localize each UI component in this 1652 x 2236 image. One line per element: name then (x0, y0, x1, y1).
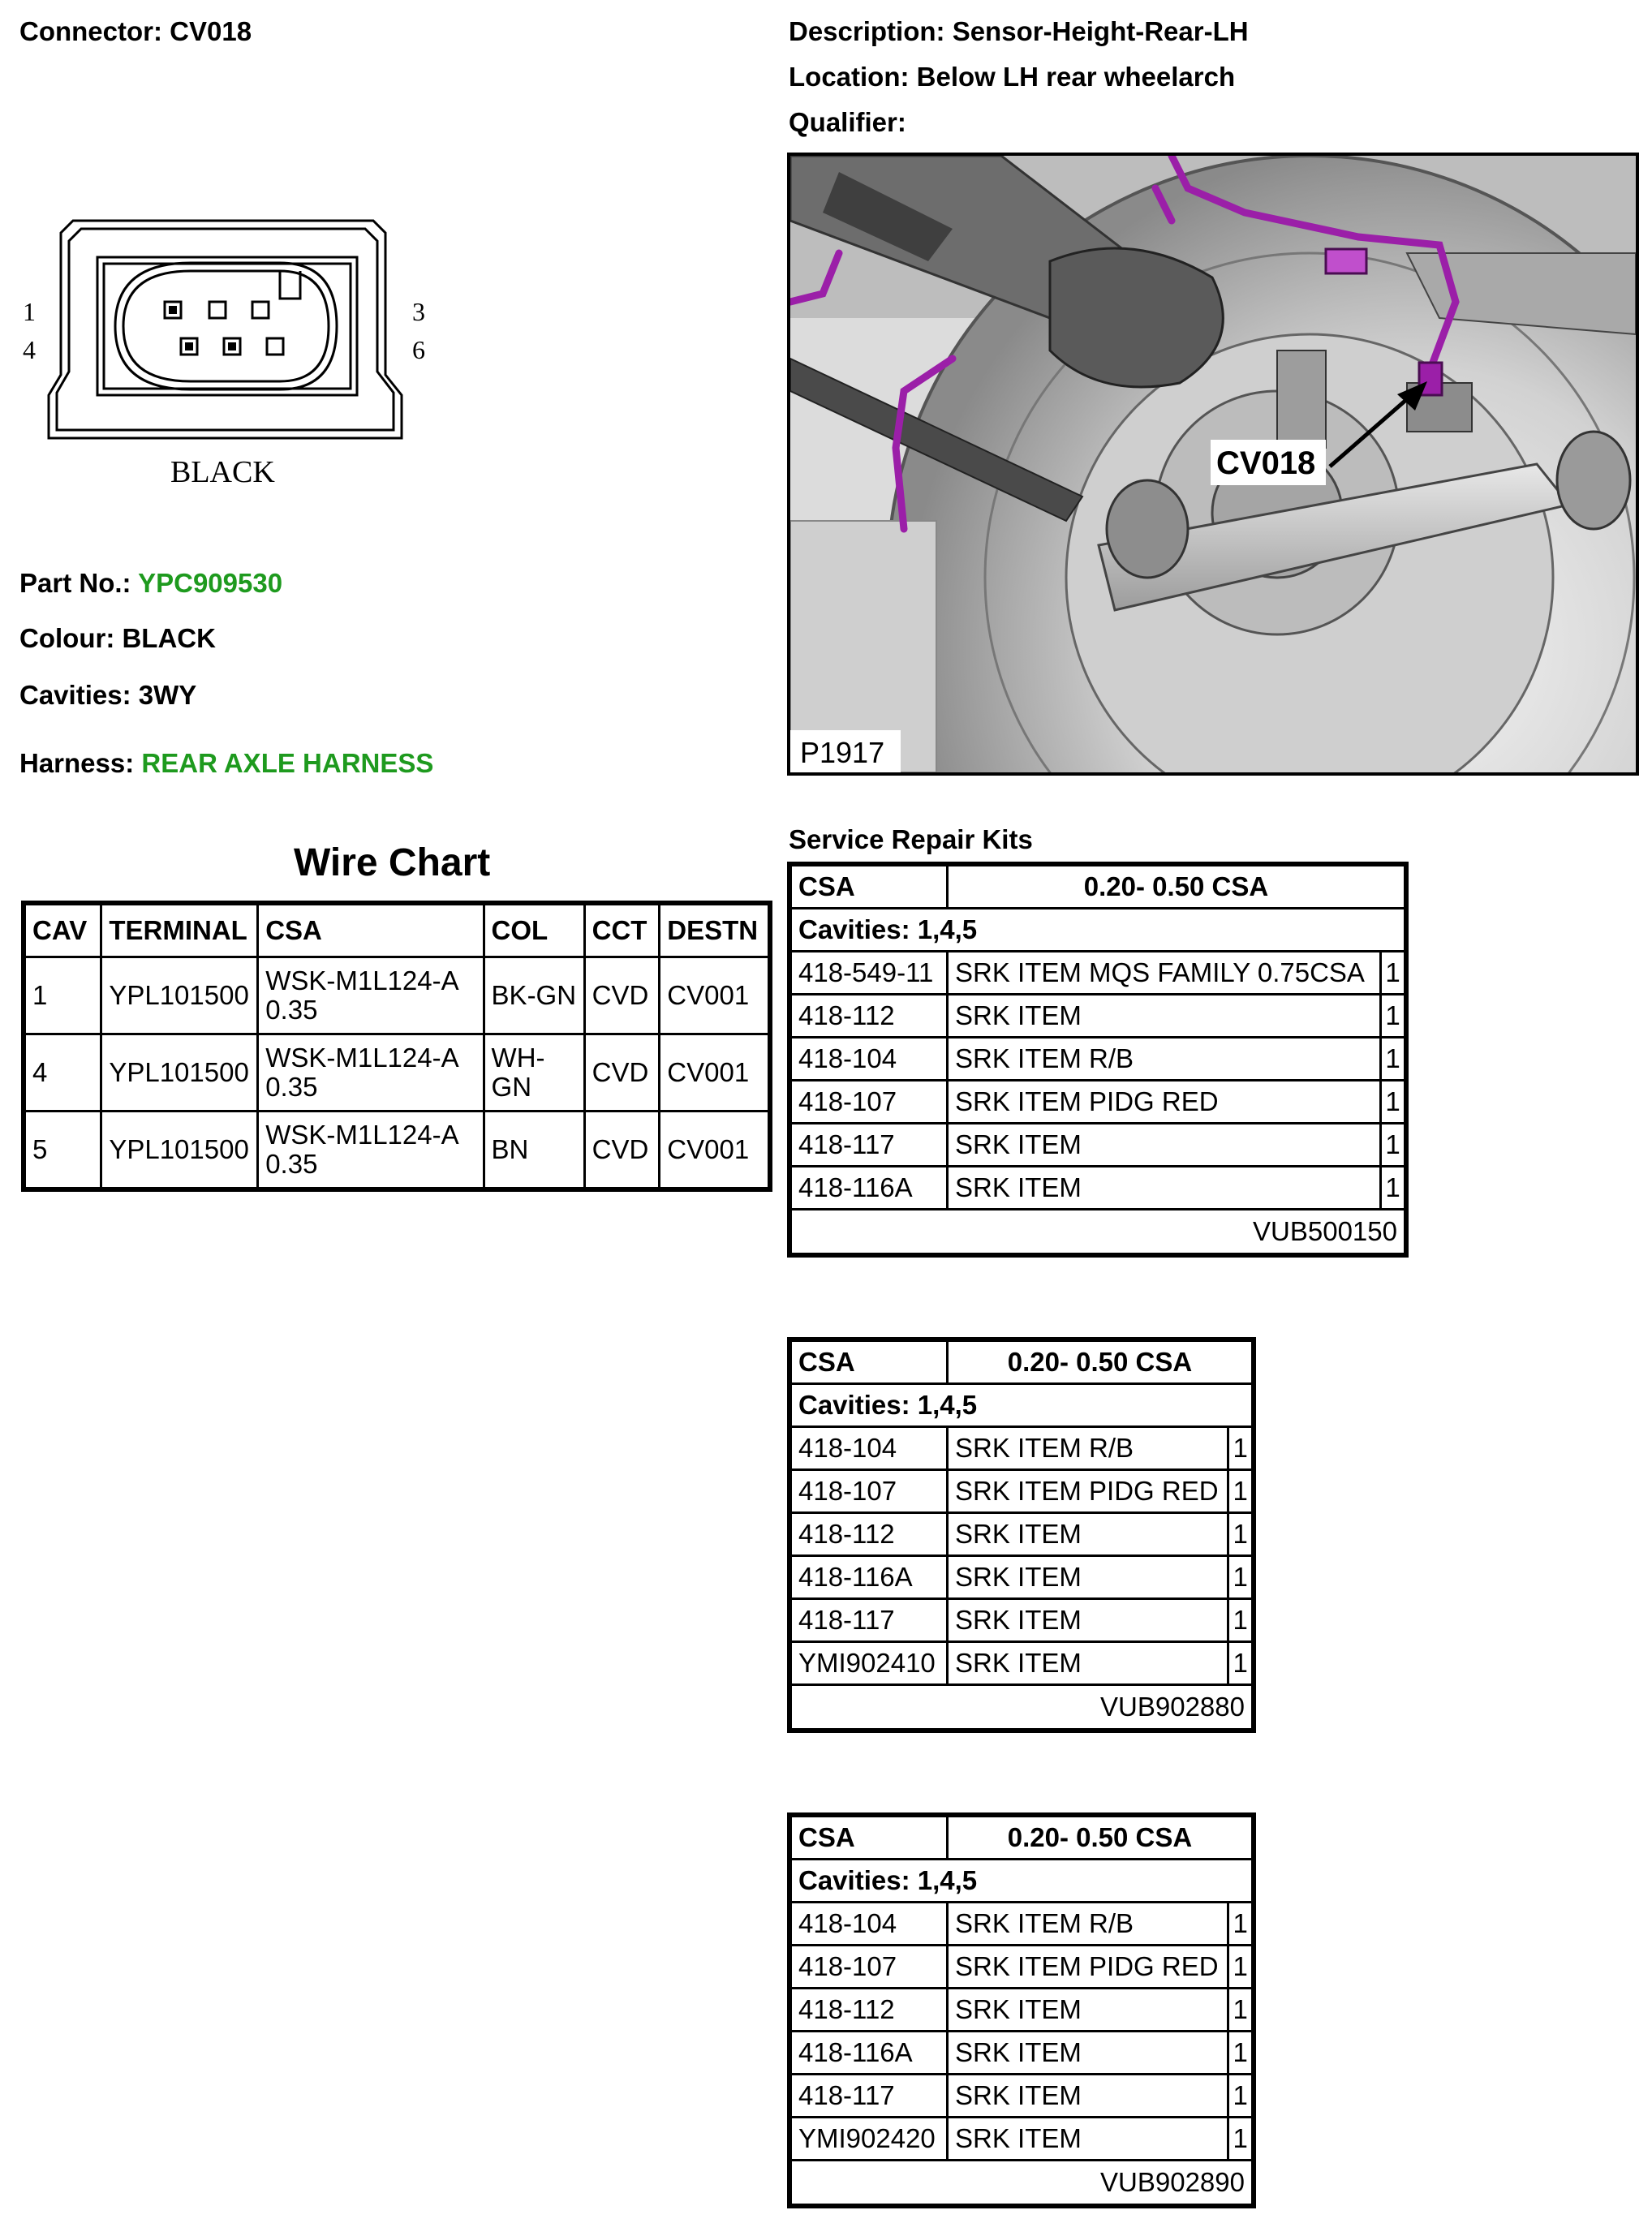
connector-color-label: BLACK (170, 455, 275, 489)
header-csa: CSA (258, 903, 484, 957)
destn-cell: CV001 (660, 957, 770, 1034)
kit-item-name: SRK ITEM (948, 1513, 1228, 1556)
destn-cell: CV001 (660, 1034, 770, 1112)
harness (19, 748, 433, 779)
csa-cell (258, 957, 484, 1034)
kit-item-name: SRK ITEM PIDG RED (948, 1470, 1228, 1513)
photo-callout-label: CV018 (1216, 445, 1316, 481)
colour-label: Colour: BLACK (19, 623, 216, 653)
kit-item-code: 418-117 (789, 2075, 948, 2118)
kit-item-name: SRK ITEM (948, 2032, 1228, 2075)
kit-item-name: SRK ITEM (948, 1167, 1381, 1210)
kit-item-code: 418-112 (789, 1989, 948, 2032)
kit-item-code: 418-107 (789, 1946, 948, 1989)
kit-item-name: SRK ITEM R/B (948, 1427, 1228, 1470)
col-cell (484, 1112, 584, 1190)
kit-item-qty: 1 (1228, 1989, 1254, 2032)
csa-spec: WSK-M1L124-A (265, 1043, 459, 1073)
csa-cell (258, 1034, 484, 1112)
cct-cell: CVD (584, 1112, 660, 1190)
kit-item-code: 418-107 (789, 1081, 948, 1124)
kit-item-name: SRK ITEM R/B (948, 1903, 1228, 1946)
kit-csa-value: 0.20- 0.50 CSA (948, 1815, 1254, 1860)
csa-spec: WSK-M1L124-A (265, 965, 459, 995)
col-line-1: WH- (491, 1043, 545, 1073)
kit-item-row (789, 1124, 1406, 1167)
kit-item-code: 418-112 (789, 995, 948, 1038)
col-cell (484, 1034, 584, 1112)
kit-item-row (789, 1038, 1406, 1081)
part-no-label: Part No.: (19, 568, 131, 598)
kit-item-name: SRK ITEM (948, 1989, 1228, 2032)
kit-item-qty: 1 (1228, 2118, 1254, 2161)
kit-item-code: 418-104 (789, 1903, 948, 1946)
kit-item-row (789, 1427, 1254, 1470)
part-no-link[interactable]: YPC909530 (138, 568, 283, 598)
kit-csa-value: 0.20- 0.50 CSA (948, 864, 1407, 909)
kit-item-qty: 1 (1381, 1124, 1406, 1167)
kit-item-code: 418-107 (789, 1470, 948, 1513)
csa-size: 0.35 (265, 1149, 318, 1179)
csa-size: 0.35 (265, 1072, 318, 1102)
kit-item-code: 418-117 (789, 1599, 948, 1642)
kit-item-row (789, 1081, 1406, 1124)
header-cav: CAV (24, 903, 101, 957)
col-line-1: BK-GN (491, 980, 577, 1010)
kit-cavities-row (789, 909, 1406, 952)
kit-cavities: Cavities: 1,4,5 (789, 1860, 1254, 1903)
table-row (24, 957, 770, 1034)
kit-item-qty: 1 (1228, 1556, 1254, 1599)
kit-item-qty: 1 (1228, 1599, 1254, 1642)
pin-label-3: 3 (412, 297, 425, 326)
cav-cell: 1 (24, 957, 101, 1034)
terminal-cell: YPL101500 (101, 957, 258, 1034)
kit-item-name: SRK ITEM (948, 2118, 1228, 2161)
pin-label-1: 1 (23, 297, 36, 326)
kit-item-qty: 1 (1381, 1081, 1406, 1124)
part-no (19, 568, 282, 599)
kit-item-row (789, 1903, 1254, 1946)
kit-item-row (789, 1946, 1254, 1989)
kit-item-code: 418-549-11 (789, 952, 948, 995)
cavities-label: Cavities: 3WY (19, 680, 197, 710)
kit-item-row (789, 952, 1406, 995)
connector-face-diagram (16, 213, 438, 497)
kit-item-qty: 1 (1228, 1427, 1254, 1470)
kit-item-qty: 1 (1381, 1167, 1406, 1210)
kit-item-code: 418-116A (789, 1556, 948, 1599)
kit-item-code: 418-117 (789, 1124, 948, 1167)
cct-cell: CVD (584, 957, 660, 1034)
description-label: Description: Sensor-Height-Rear-LH (789, 16, 1249, 46)
kit-item-code: 418-104 (789, 1038, 948, 1081)
kit-item-qty: 1 (1228, 1946, 1254, 1989)
kit-item-row (789, 2032, 1254, 2075)
kit-csa-row (789, 1815, 1254, 1860)
wire-chart-table (21, 901, 772, 1192)
kit-csa-label: CSA (789, 864, 948, 909)
kit-item-qty: 1 (1228, 1470, 1254, 1513)
header-cct: CCT (584, 903, 660, 957)
col-line-1: BN (491, 1134, 529, 1164)
table-row (24, 1112, 770, 1190)
kit-csa-label: CSA (789, 1815, 948, 1860)
kit-cavities-row (789, 1860, 1254, 1903)
kit-item-name: SRK ITEM (948, 1599, 1228, 1642)
terminal-cell: YPL101500 (101, 1034, 258, 1112)
kit-cavities: Cavities: 1,4,5 (789, 1384, 1254, 1427)
kit-csa-row (789, 864, 1406, 909)
kit-cavities: Cavities: 1,4,5 (789, 909, 1406, 952)
kit-item-row (789, 2118, 1254, 2161)
cav-cell: 4 (24, 1034, 101, 1112)
photo-reference: P1917 (800, 736, 885, 769)
wire-chart-header-row (24, 903, 770, 957)
kit-item-name: SRK ITEM PIDG RED (948, 1946, 1228, 1989)
repair-kit-table-3 (787, 1812, 1256, 2208)
pin-label-6: 6 (412, 335, 425, 364)
cav-cell: 5 (24, 1112, 101, 1190)
kit-csa-value: 0.20- 0.50 CSA (948, 1339, 1254, 1384)
kit-item-qty: 1 (1381, 995, 1406, 1038)
kit-item-name: SRK ITEM MQS FAMILY 0.75CSA (948, 952, 1381, 995)
kit-item-name: SRK ITEM PIDG RED (948, 1081, 1381, 1124)
kit-item-name: SRK ITEM (948, 2075, 1228, 2118)
kit-item-row (789, 1599, 1254, 1642)
col-cell (484, 957, 584, 1034)
kit-number: VUB500150 (789, 1210, 1406, 1256)
kit-item-code: 418-116A (789, 2032, 948, 2075)
kit-item-name: SRK ITEM (948, 1642, 1228, 1685)
csa-spec: WSK-M1L124-A (265, 1120, 459, 1150)
csa-size: 0.35 (265, 995, 318, 1025)
kit-item-row (789, 1556, 1254, 1599)
kit-item-row (789, 1989, 1254, 2032)
kit-item-code: YMI902410 (789, 1642, 948, 1685)
header-terminal: TERMINAL (101, 903, 258, 957)
kit-cavities-row (789, 1384, 1254, 1427)
kit-item-code: 418-116A (789, 1167, 948, 1210)
pin-label-4: 4 (23, 335, 36, 364)
kit-number-row (789, 2161, 1254, 2207)
destn-cell: CV001 (660, 1112, 770, 1190)
kit-csa-label: CSA (789, 1339, 948, 1384)
col-line-2: GN (491, 1072, 532, 1102)
location-photo (787, 153, 1639, 776)
kit-item-code: 418-112 (789, 1513, 948, 1556)
csa-cell (258, 1112, 484, 1190)
kit-item-qty: 1 (1381, 952, 1406, 995)
repair-kit-table-1 (787, 862, 1409, 1258)
kit-item-name: SRK ITEM R/B (948, 1038, 1381, 1081)
kit-item-qty: 1 (1228, 2032, 1254, 2075)
kit-item-code: YMI902420 (789, 2118, 948, 2161)
kit-number: VUB902890 (789, 2161, 1254, 2207)
vehicle-underside-illustration (790, 156, 1636, 772)
location-label: Location: Below LH rear wheelarch (789, 62, 1236, 92)
kit-number-row (789, 1685, 1254, 1731)
kit-item-row (789, 1470, 1254, 1513)
kit-number: VUB902880 (789, 1685, 1254, 1731)
terminal-cell: YPL101500 (101, 1112, 258, 1190)
qualifier-label: Qualifier: (789, 107, 906, 137)
kit-item-name: SRK ITEM (948, 995, 1381, 1038)
kit-item-name: SRK ITEM (948, 1556, 1228, 1599)
kit-item-row (789, 995, 1406, 1038)
connector-label: Connector: CV018 (19, 16, 252, 46)
kit-item-qty: 1 (1381, 1038, 1406, 1081)
header-destn: DESTN (660, 903, 770, 957)
harness-link[interactable]: REAR AXLE HARNESS (141, 748, 434, 778)
kit-item-row (789, 1642, 1254, 1685)
kit-item-code: 418-104 (789, 1427, 948, 1470)
kit-item-qty: 1 (1228, 2075, 1254, 2118)
service-repair-kits-title: Service Repair Kits (789, 824, 1033, 854)
kit-csa-row (789, 1339, 1254, 1384)
repair-kit-table-2 (787, 1337, 1256, 1733)
harness-label: Harness: (19, 748, 135, 778)
kit-number-row (789, 1210, 1406, 1256)
wire-chart-title: Wire Chart (294, 841, 491, 884)
kit-item-qty: 1 (1228, 1513, 1254, 1556)
header-col: COL (484, 903, 584, 957)
kit-item-name: SRK ITEM (948, 1124, 1381, 1167)
kit-item-row (789, 1167, 1406, 1210)
kit-item-row (789, 1513, 1254, 1556)
kit-item-qty: 1 (1228, 1903, 1254, 1946)
table-row (24, 1034, 770, 1112)
kit-item-row (789, 2075, 1254, 2118)
kit-item-qty: 1 (1228, 1642, 1254, 1685)
cct-cell: CVD (584, 1034, 660, 1112)
